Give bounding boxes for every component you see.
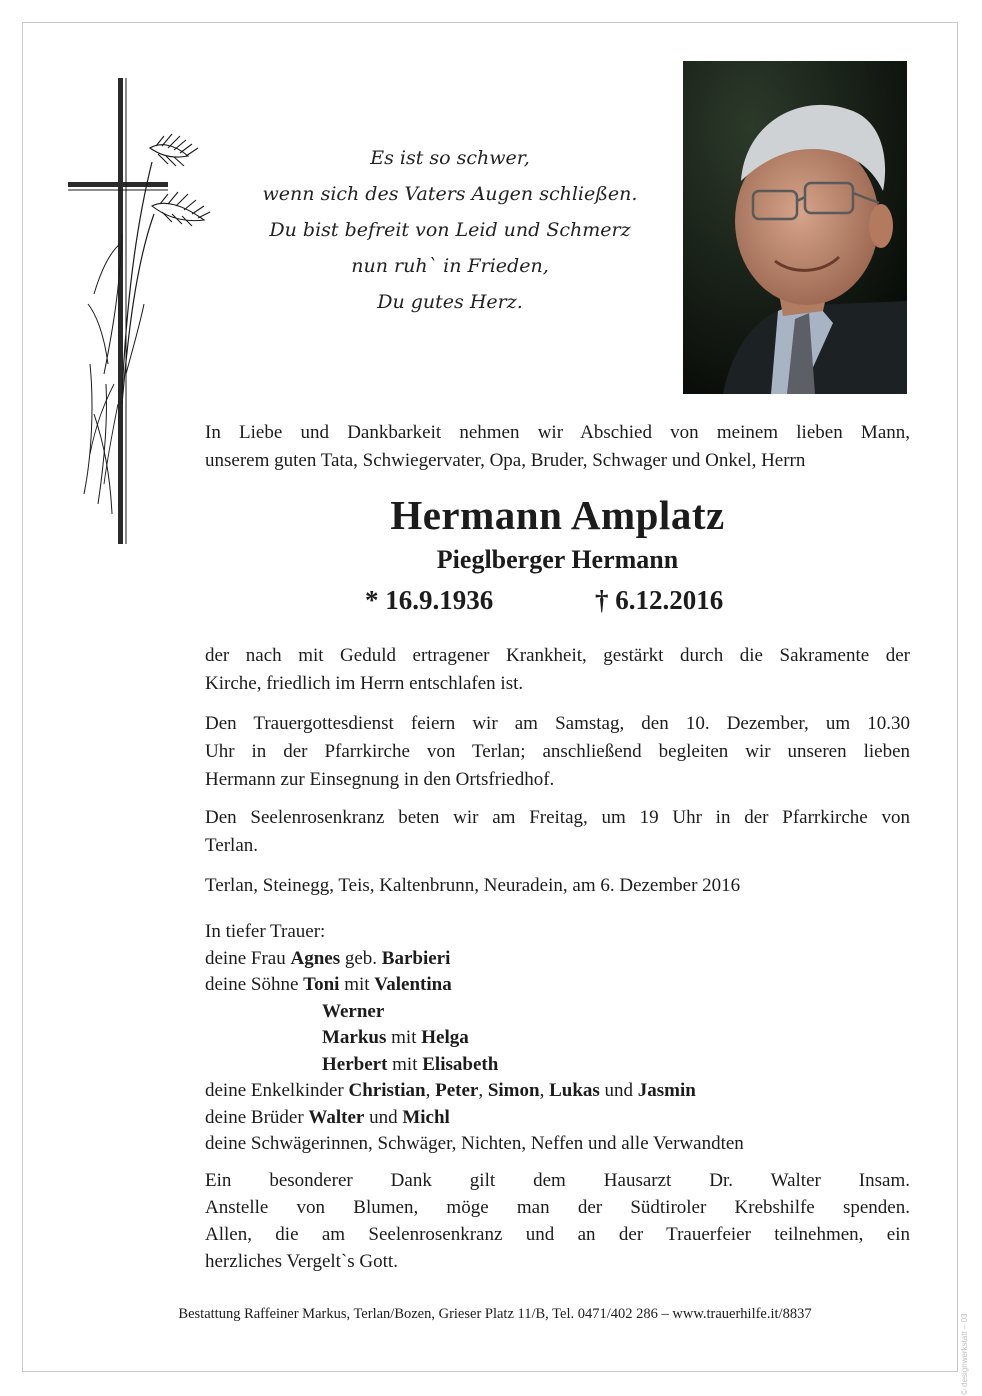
memorial-verse — [250, 140, 650, 320]
intro-line: In Liebe und Dankbarkeit nehmen wir Abschied von meinem lieben Mann, — [205, 422, 910, 443]
thanks-attendees: Allen, die am Seelenrosenkranz und an der Trauerfeier teilnehmen, ein — [205, 1224, 910, 1245]
paragraph-line: Terlan. — [205, 835, 259, 856]
portrait-photo — [683, 61, 907, 394]
thanks-attendees: herzliches Vergelt`s Gott. — [205, 1251, 398, 1272]
rosary-paragraph — [205, 804, 910, 860]
mourner-line-brothers: deine Brüder Walter und Michl — [205, 1106, 450, 1128]
mourner-line-relatives: deine Schwägerinnen, Schwäger, Nichten, Neffen und alle Verwandten — [205, 1133, 744, 1154]
place-date — [205, 872, 910, 900]
paragraph-line: Den Trauergottesdienst feiern wir am Samstag, den 10. Dezember, um 10.30 — [205, 713, 910, 734]
deceased-name: Hermann Amplatz — [390, 492, 725, 538]
verse-line: Es ist so schwer, — [370, 147, 530, 169]
illness-paragraph — [205, 642, 910, 698]
paragraph-line: Terlan, Steinegg, Teis, Kaltenbrunn, Neuradein, am 6. Dezember 2016 — [205, 875, 741, 896]
mourners-heading: In tiefer Trauer: — [205, 921, 326, 942]
mourner-line-son: Markus mit Helga — [322, 1027, 469, 1048]
intro-line: unserem guten Tata, Schwiegervater, Opa, Bruder, Schwager und Onkel, Herrn — [205, 450, 806, 471]
mourner-line-grandchildren: deine Enkelkinder Christian, Peter, Simon, Lukas und Jasmin — [205, 1080, 696, 1101]
intro-text — [205, 419, 910, 475]
paragraph-line: Hermann zur Einsegnung in den Ortsfriedhof. — [205, 769, 555, 790]
paragraph-line: der nach mit Geduld ertragener Krankheit, gestärkt durch die Sakramente der — [205, 645, 910, 666]
verse-line: Du gutes Herz. — [377, 291, 523, 313]
funeral-home-footer: Bestattung Raffeiner Markus, Terlan/Bozen, Grieser Platz 11/B, Tel. 0471/402 286 – www.trauerhilfe.it/8837 — [178, 1306, 812, 1322]
mourner-line-son: Werner — [322, 1000, 385, 1022]
mourner-line-wife: deine Frau Agnes geb. Barbieri — [205, 947, 451, 969]
service-paragraph — [205, 710, 910, 794]
mourners-list — [205, 919, 910, 1158]
mourner-line-son: Herbert mit Elisabeth — [322, 1053, 499, 1075]
verse-line: Du bist befreit von Leid und Schmerz — [269, 219, 631, 241]
thanks-section — [205, 1167, 910, 1275]
paragraph-line: Kirche, friedlich im Herrn entschlafen ist. — [205, 673, 524, 694]
deceased-nickname: Pieglberger Hermann — [436, 545, 679, 574]
thanks-donation: Anstelle von Blumen, möge man der Südtiroler Krebshilfe spenden. — [205, 1197, 910, 1218]
death-date: † 6.12.2016 — [595, 585, 724, 615]
birth-date: * 16.9.1936 — [365, 585, 494, 615]
watermark: © designwerkstatt – 03 — [960, 1313, 969, 1395]
verse-line: wenn sich des Vaters Augen schließen. — [262, 183, 638, 205]
life-dates — [205, 585, 910, 625]
thanks-doctor: Ein besonderer Dank gilt dem Hausarzt Dr. Walter Insam. — [205, 1170, 910, 1191]
paragraph-line: Uhr in der Pfarrkirche von Terlan; anschließend begleiten wir unseren lieben — [205, 741, 910, 762]
mourner-line-sons: deine Söhne Toni mit Valentina — [205, 974, 452, 995]
paragraph-line: Den Seelenrosenkranz beten wir am Freitag, um 19 Uhr in der Pfarrkirche von — [205, 807, 910, 828]
verse-line: nun ruh` in Frieden, — [351, 255, 549, 277]
cross-with-wheat-icon — [64, 74, 224, 554]
